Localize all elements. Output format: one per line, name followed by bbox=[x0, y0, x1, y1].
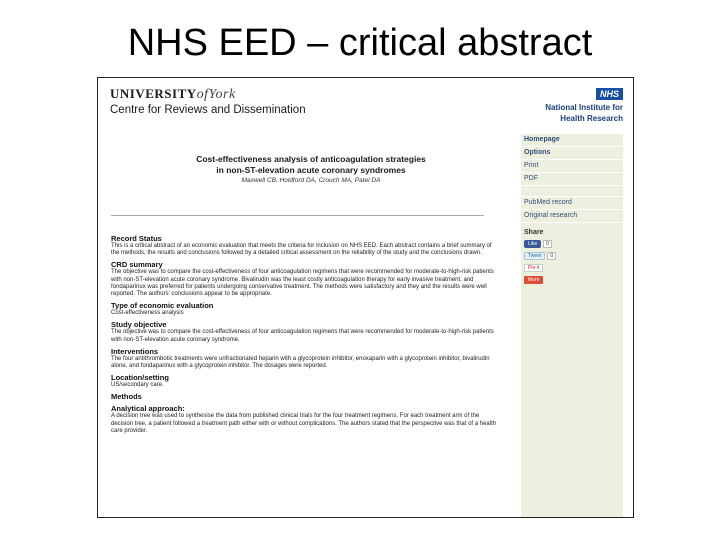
section-body: The objective was to compare the cost-effectiveness of four anticoagulation regimens that were recommended for moderate-to-high-risk patients with non-ST-elevation acute coronary syndrome. bbox=[111, 329, 494, 343]
tweet-button[interactable]: Tweet bbox=[524, 252, 545, 260]
section-heading: Interventions bbox=[111, 346, 159, 356]
article-title bbox=[111, 154, 511, 175]
sidebar-item-pubmed[interactable]: PubMed record bbox=[521, 197, 623, 210]
sidebar-item-print[interactable]: Print bbox=[521, 160, 623, 173]
sidebar-spacer bbox=[521, 186, 623, 197]
nhs-nihr-logo[interactable] bbox=[545, 84, 623, 124]
sidebar-item-original-research[interactable]: Original research bbox=[521, 210, 623, 223]
more-share-row bbox=[521, 274, 623, 286]
facebook-like-button[interactable]: Like bbox=[524, 240, 541, 248]
abstract-sections bbox=[111, 231, 501, 435]
section-heading: Analytical approach: bbox=[111, 404, 185, 414]
article-title-line-2: in non-ST-elevation acute coronary syndromes bbox=[216, 164, 406, 175]
nihr-line-1: National Institute for bbox=[545, 103, 623, 112]
section-heading: CRD summary bbox=[111, 260, 163, 270]
nihr-line-2: Health Research bbox=[560, 114, 623, 123]
section-heading: Study objective bbox=[111, 320, 167, 330]
tweet-count: 0 bbox=[547, 252, 556, 260]
article-main bbox=[111, 148, 511, 434]
webpage-screenshot bbox=[97, 77, 634, 518]
share-heading: Share bbox=[524, 229, 544, 236]
section-body: The objective was to compare the cost-effectiveness of four anticoagulation regimens that were recommended for moderate-to-high-risk patients with non-ST-elevation acute coronary syndrome. Bivalirudin was the least costly anticoagulation therapy for early invasive treatment, and fondaparinux was preferred for patients undergoing conservative treatment. The methods were satisfactory and they and the results were well reported. The authors' conclusions appear to be appropriate. bbox=[111, 269, 494, 298]
section-body: A decision tree was used to synthesise the data from published clinical trials for the four treatment regimens. For each treatment arm of the decision tree, a patient followed a treatment path either with or without complications. The authors stated that the perspective was that of a health care provider. bbox=[111, 413, 497, 434]
york-script: York bbox=[208, 87, 236, 102]
slide-title: NHS EED – critical abstract bbox=[127, 22, 593, 64]
of-text: of bbox=[196, 87, 209, 102]
article-title-line-1: Cost-effectiveness analysis of anticoagulation strategies bbox=[196, 154, 426, 164]
article-authors: Maxwell CB, Holdford DA, Crouch MA, Patel DA bbox=[241, 177, 381, 184]
section-heading: Type of economic evaluation bbox=[111, 301, 214, 311]
divider bbox=[111, 215, 484, 216]
section-body: Cost-effectiveness analysis bbox=[111, 310, 184, 317]
sidebar-item-homepage[interactable]: Homepage bbox=[521, 134, 623, 147]
section-heading: Location/setting bbox=[111, 373, 169, 383]
section-body: This is a critical abstract of an economic evaluation that meets the criteria for inclusion on NHS EED. Each abstract contains a brief summary of the methods, the results and conclusions followed by a detailed critical assessment on the reliability of the study and the conclusions drawn. bbox=[111, 243, 492, 257]
twitter-row bbox=[521, 250, 623, 262]
more-share-button[interactable]: More bbox=[524, 276, 543, 284]
university-text: UNIVERSITY bbox=[110, 86, 197, 101]
nhs-logo-badge: NHS bbox=[596, 88, 623, 100]
section-heading: Record Status bbox=[111, 234, 162, 243]
section-body: US/secondary care. bbox=[111, 382, 164, 389]
york-logo[interactable] bbox=[110, 86, 306, 116]
sidebar-item-options[interactable]: Options bbox=[521, 147, 623, 160]
facebook-row bbox=[521, 238, 623, 250]
pin-it-button[interactable]: Pin it bbox=[524, 264, 543, 272]
sidebar bbox=[521, 134, 623, 517]
facebook-count: 0 bbox=[543, 240, 552, 248]
crd-name: Centre for Reviews and Dissemination bbox=[110, 104, 306, 116]
section-heading: Methods bbox=[111, 392, 142, 402]
sidebar-item-pdf[interactable]: PDF bbox=[521, 173, 623, 186]
pinterest-row bbox=[521, 262, 623, 274]
section-body: The four antithrombotic treatments were unfractionated heparin with a glycoprotein inhibitor, enoxaparin with a glycoprotein inhibitor, bivalirudin alone, and fondaparinux with a glycoprotein inhibitor. The dosages were reported. bbox=[111, 355, 490, 370]
